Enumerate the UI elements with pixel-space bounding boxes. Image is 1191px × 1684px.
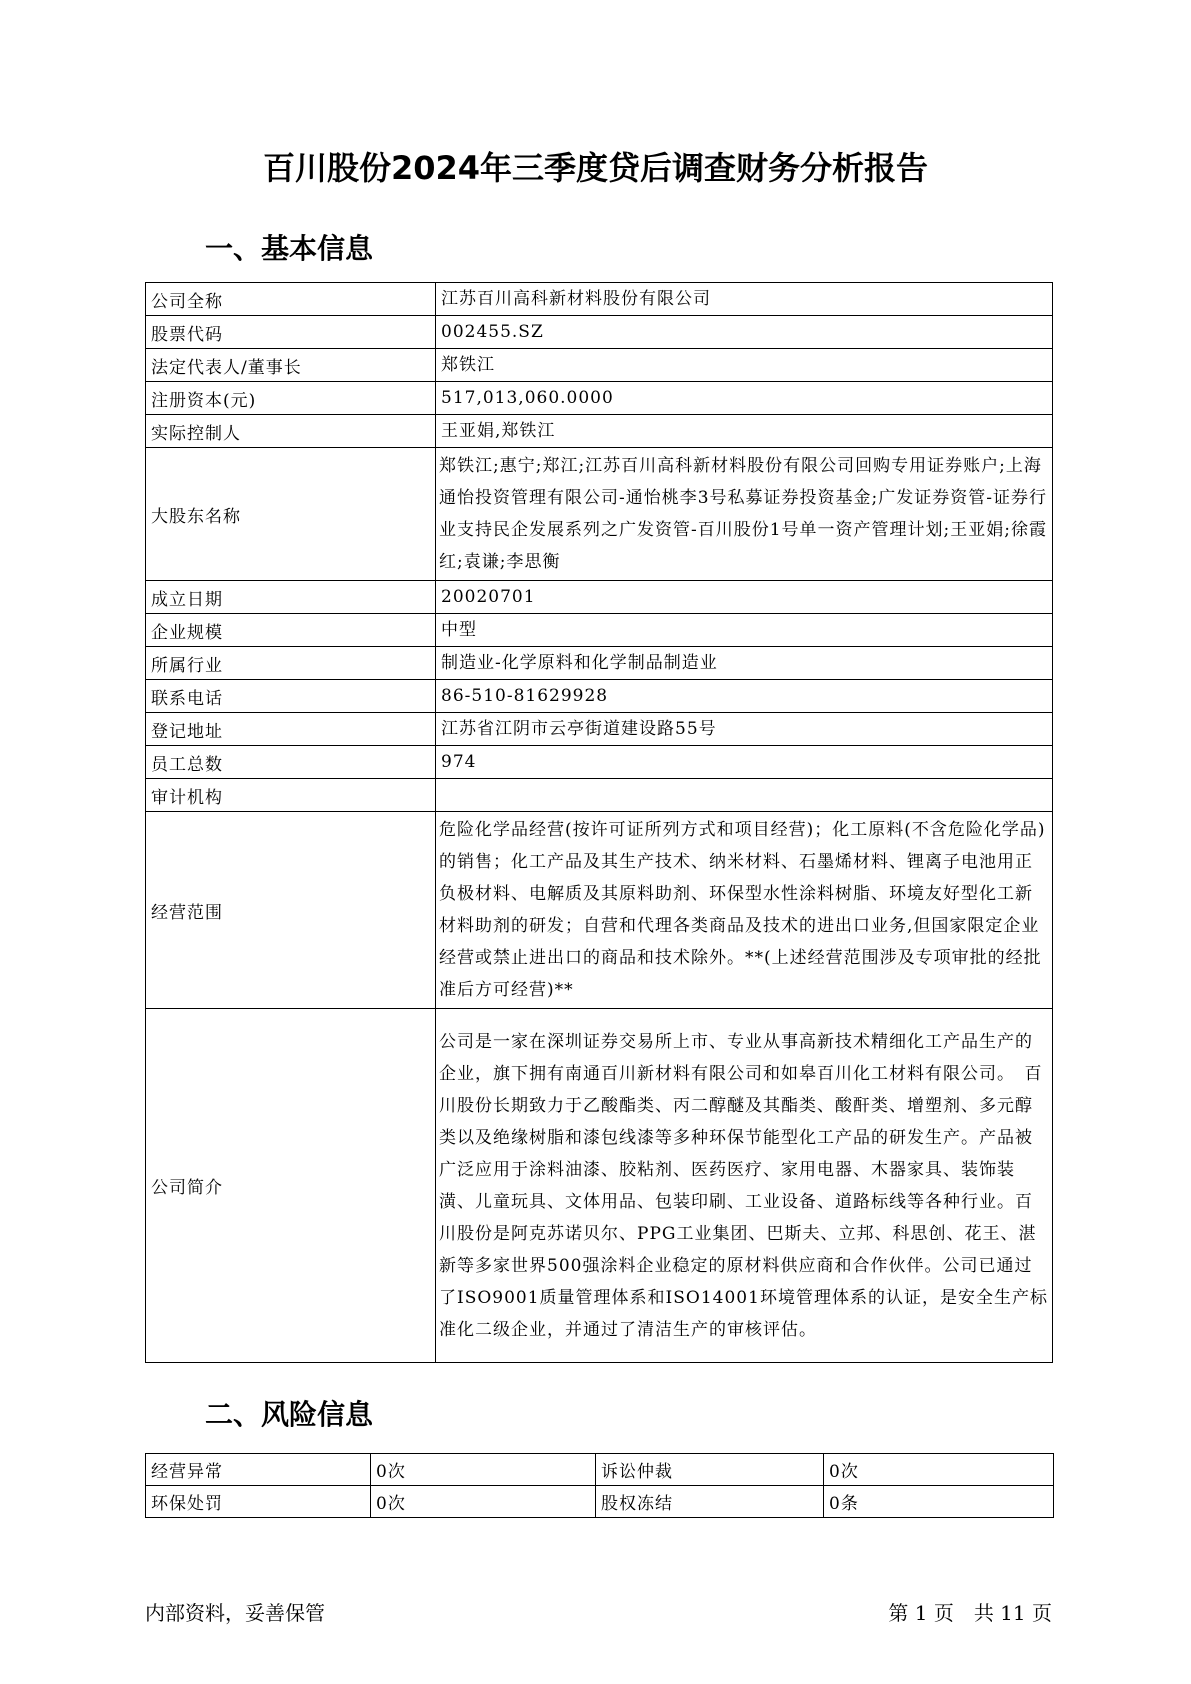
table-row [146, 1009, 1053, 1363]
field-value: 974 [436, 746, 1053, 779]
field-value: 20020701 [436, 581, 1053, 614]
field-value: 公司是一家在深圳证券交易所上市、专业从事高新技术精细化工产品生产的企业，旗下拥有南通百川新材料有限公司和如皋百川化工材料有限公司。 百川股份长期致力于乙酸酯类、丙二醇醚及其酯类、酸酐类、增塑剂、多元醇类以及绝缘树脂和漆包线漆等多种环保节能型化工产品的研发生产。产品被广泛应用于涂料油漆、胶粘剂、医药医疗、家用电器、木器家具、装饰装潢、儿童玩具、文体用品、包装印刷、工业设备、道路标线等各种行业。百川股份是阿克苏诺贝尔、PPG工业集团、巴斯夫、立邦、科思创、花王、湛新等多家世界500强涂料企业稳定的原材料供应商和合作伙伴。公司已通过了ISO9001质量管理体系和ISO14001环境管理体系的认证，是安全生产标准化二级企业，并通过了清洁生产的审核评估。 [436, 1009, 1053, 1363]
risk-value: 0次 [371, 1454, 596, 1486]
field-label: 实际控制人 [146, 415, 436, 448]
field-label: 所属行业 [146, 647, 436, 680]
risk-label: 诉讼仲裁 [596, 1454, 824, 1486]
field-label: 公司全称 [146, 283, 436, 316]
table-row [146, 779, 1053, 812]
table-row [146, 680, 1053, 713]
risk-label: 经营异常 [146, 1454, 371, 1486]
table-row [146, 316, 1053, 349]
field-label: 股票代码 [146, 316, 436, 349]
field-label: 员工总数 [146, 746, 436, 779]
table-row [146, 812, 1053, 1009]
field-value: 制造业-化学原料和化学制品制造业 [436, 647, 1053, 680]
field-label: 公司简介 [146, 1009, 436, 1363]
field-value: 郑铁江;惠宁;郑江;江苏百川高科新材料股份有限公司回购专用证券账户;上海通怡投资管理有限公司-通怡桃李3号私募证券投资基金;广发证券资管-证券行业支持民企发展系列之广发资管-百川股份1号单一资产管理计划;王亚娟;徐霞红;袁谦;李思衡 [436, 448, 1053, 581]
field-value [436, 779, 1053, 812]
table-row [146, 415, 1053, 448]
table-row [146, 614, 1053, 647]
field-value: 王亚娟,郑铁江 [436, 415, 1053, 448]
field-label: 大股东名称 [146, 448, 436, 581]
table-row [146, 713, 1053, 746]
risk-value: 0次 [371, 1486, 596, 1518]
table-row [146, 382, 1053, 415]
risk-value: 0条 [824, 1486, 1054, 1518]
table-row [146, 746, 1053, 779]
table-row [146, 581, 1053, 614]
field-label: 联系电话 [146, 680, 436, 713]
field-value: 86-510-81629928 [436, 680, 1053, 713]
table-row [146, 1454, 1054, 1486]
report-title: 百川股份2024年三季度贷后调查财务分析报告 [262, 149, 929, 187]
field-label: 登记地址 [146, 713, 436, 746]
field-value: 江苏百川高科新材料股份有限公司 [436, 283, 1053, 316]
page-number: 第 1 页 共 11 页 [888, 1601, 1052, 1625]
field-label: 经营范围 [146, 812, 436, 1009]
table-row [146, 349, 1053, 382]
field-label: 法定代表人/董事长 [146, 349, 436, 382]
basic-info-table [145, 282, 1053, 1363]
field-label: 成立日期 [146, 581, 436, 614]
table-row [146, 647, 1053, 680]
table-row [146, 283, 1053, 316]
field-value: 危险化学品经营(按许可证所列方式和项目经营)；化工原料(不含危险化学品)的销售；化工产品及其生产技术、纳米材料、石墨烯材料、锂离子电池用正负极材料、电解质及其原料助剂、环保型水性涂料树脂、环境友好型化工新材料助剂的研发；自营和代理各类商品及技术的进出口业务,但国家限定企业经营或禁止进出口的商品和技术除外。**(上述经营范围涉及专项审批的经批准后方可经营)** [436, 812, 1053, 1009]
footer-confidential-note: 内部资料，妥善保管 [145, 1601, 325, 1625]
table-row [146, 1486, 1054, 1518]
field-value: 郑铁江 [436, 349, 1053, 382]
risk-value: 0次 [824, 1454, 1054, 1486]
field-value: 002455.SZ [436, 316, 1053, 349]
field-label: 审计机构 [146, 779, 436, 812]
risk-label: 股权冻结 [596, 1486, 824, 1518]
field-value: 江苏省江阴市云亭街道建设路55号 [436, 713, 1053, 746]
section-heading-risk-info: 二、风险信息 [205, 1398, 374, 1431]
table-row [146, 448, 1053, 581]
field-value: 517,013,060.0000 [436, 382, 1053, 415]
section-heading-basic-info: 一、基本信息 [205, 232, 374, 265]
risk-info-table [145, 1453, 1054, 1518]
risk-label: 环保处罚 [146, 1486, 371, 1518]
field-label: 注册资本(元) [146, 382, 436, 415]
field-value: 中型 [436, 614, 1053, 647]
field-label: 企业规模 [146, 614, 436, 647]
